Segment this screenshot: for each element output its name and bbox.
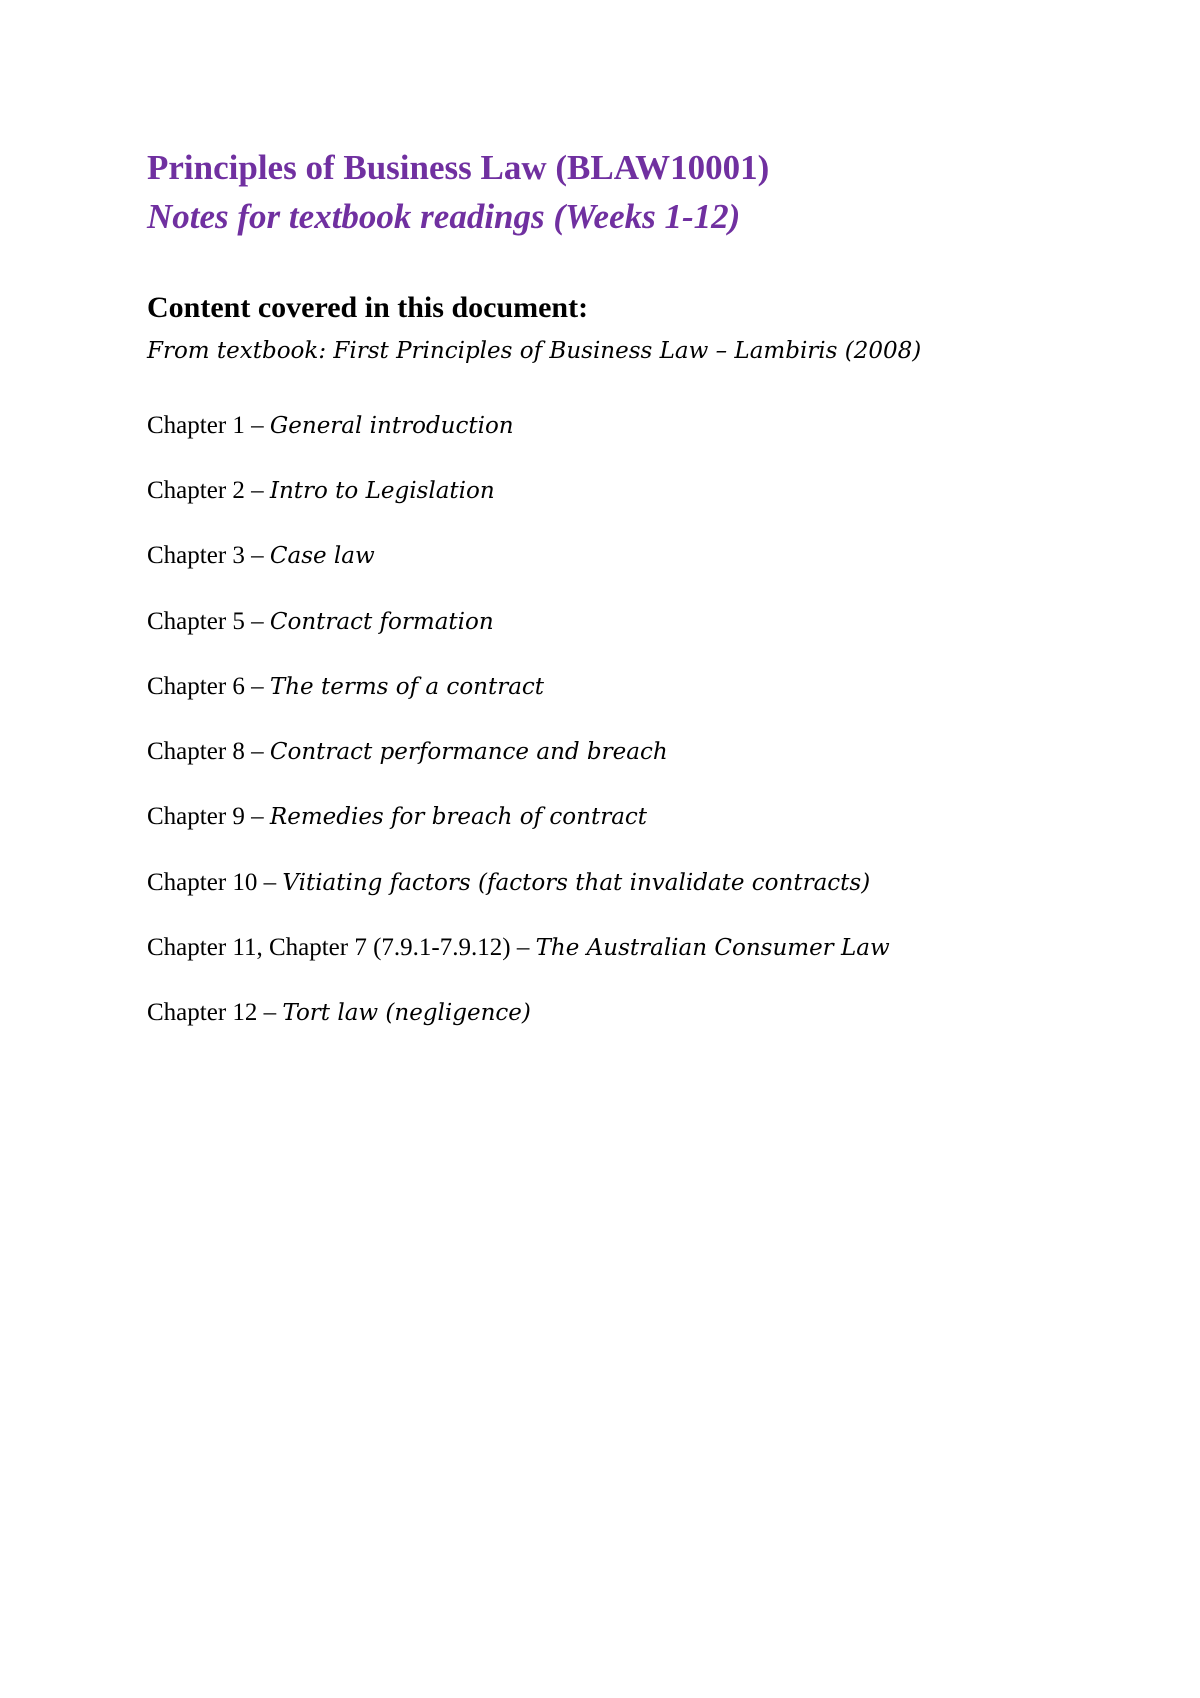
chapter-item — [147, 410, 514, 442]
document-title: Principles of Business Law (BLAW10001) — [147, 148, 770, 187]
chapter-item — [147, 475, 495, 507]
chapter-label: Chapter 12 — [147, 999, 258, 1026]
chapter-dash: – — [244, 673, 270, 700]
chapter-topic: Intro to Legislation — [269, 478, 495, 504]
chapter-item — [147, 867, 870, 899]
chapter-topic: The Australian Consumer Law — [535, 935, 890, 961]
chapter-label: Chapter 6 — [147, 673, 245, 700]
textbook-source: From textbook: First Principles of Business Law – Lambiris (2008) — [147, 338, 922, 364]
chapter-item — [147, 736, 668, 768]
chapter-topic: Vitiating factors (factors that invalidate contracts) — [282, 870, 871, 896]
chapter-dash: – — [257, 999, 283, 1026]
chapter-topic: Case law — [269, 543, 375, 569]
chapter-label: Chapter 9 — [147, 803, 245, 830]
chapter-dash: – — [244, 608, 270, 635]
chapter-topic: Contract formation — [269, 609, 494, 635]
chapter-topic: Contract performance and breach — [269, 739, 668, 765]
chapter-dash: – — [510, 934, 536, 961]
chapter-topic: General introduction — [269, 413, 514, 439]
chapter-label: Chapter 1 — [147, 412, 245, 439]
chapter-item — [147, 801, 647, 833]
chapter-item — [147, 606, 494, 638]
chapter-topic: Tort law (negligence) — [282, 1000, 531, 1026]
chapter-dash: – — [244, 412, 270, 439]
document-subtitle: Notes for textbook readings (Weeks 1-12) — [147, 197, 741, 236]
chapter-label: Chapter 8 — [147, 738, 245, 765]
chapter-dash: – — [244, 542, 270, 569]
chapter-dash: – — [244, 738, 270, 765]
chapter-dash: – — [257, 869, 283, 896]
chapter-label: Chapter 10 — [147, 869, 258, 896]
chapter-item — [147, 932, 890, 964]
chapter-item — [147, 540, 375, 572]
chapter-item — [147, 671, 544, 703]
chapter-dash: – — [244, 477, 270, 504]
chapter-item — [147, 997, 531, 1029]
chapter-label: Chapter 11, Chapter 7 (7.9.1-7.9.12) — [147, 934, 511, 961]
content-heading: Content covered in this document: — [147, 291, 589, 324]
chapter-label: Chapter 5 — [147, 608, 245, 635]
chapter-label: Chapter 2 — [147, 477, 245, 504]
chapter-topic: Remedies for breach of contract — [269, 804, 648, 830]
chapter-dash: – — [244, 803, 270, 830]
chapter-label: Chapter 3 — [147, 542, 245, 569]
chapter-topic: The terms of a contract — [269, 674, 545, 700]
